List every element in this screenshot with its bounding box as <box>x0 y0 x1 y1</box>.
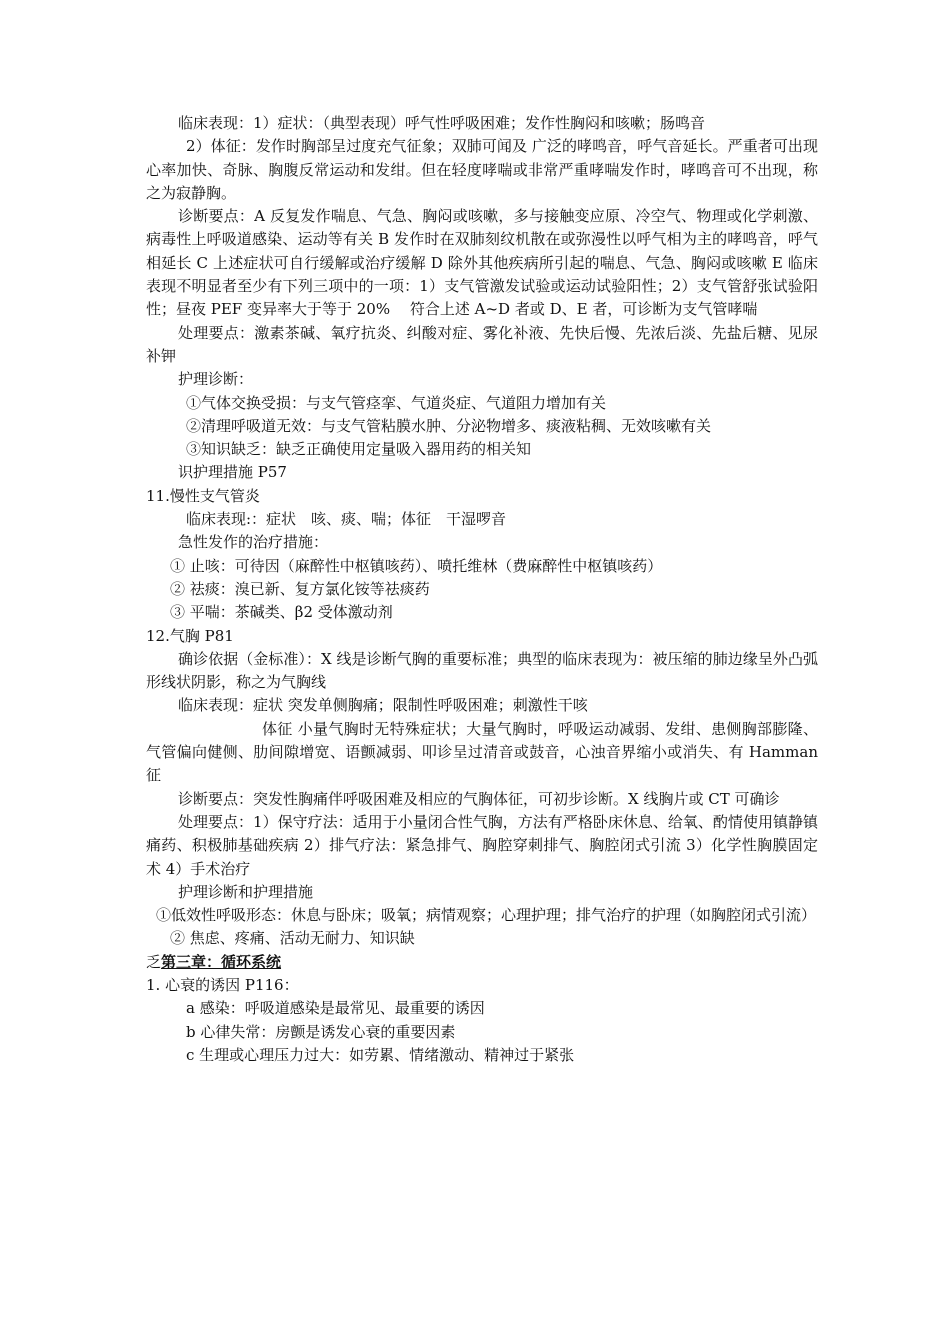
text-line: ③ 平喘：茶碱类、β2 受体激动剂 <box>170 603 393 622</box>
text-line: ② 祛痰：溴已新、复方氯化铵等祛痰药 <box>170 579 430 598</box>
text-line: 确诊依据（金标准）：X 线是诊断气胸的重要标准；典型的临床表现为：被压缩的肺边缘呈外凸弧形线状阴影，称之为气胸线 <box>146 649 818 692</box>
text-line: 护理诊断： <box>178 370 254 389</box>
text-line: ② 焦虑、疼痛、活动无耐力、知识缺 <box>170 929 415 948</box>
text-line: 12.气胸 P81 <box>146 626 234 645</box>
text-line: 临床表现：1）症状：（典型表现）呼气性呼吸困难；发作性胸闷和咳嗽；肠鸣音 <box>178 114 706 132</box>
text-line: a 感染：呼吸道感染是最常见、最重要的诱因 <box>186 999 485 1018</box>
text-line: 诊断要点：A 反复发作喘息、气急、胸闷或咳嗽，多与接触变应原、冷空气、物理或化学刺激、病毒性上呼吸道感染、运动等有关 B 发作时在双肺刻纹机散在或弥漫性以呼气相为主的哮鸣音，呼气相延长 C 上述症状可自行缓解或治疗缓解 D 除外其他疾病所引起的喘息、气急、胸闷或咳嗽 E 临床表现不明显者至少有下列三项中的一项：1）支气管激发试验或运动试验阳性；2）支气管舒张试验阳性；昼夜 PEF 变异率大于等于 20% 符合上述 A~D 者或 D、E 者，可诊断为支气管哮喘 <box>146 207 818 319</box>
text-line: 体征 小量气胸时无特殊症状；大量气胸时，呼吸运动减弱、发绀、患侧胸部膨隆、气管偏向健侧、肋间隙增宽、语颤减弱、叩诊呈过清音或鼓音，心浊音界缩小或消失、有 Hamman 征 <box>146 719 818 785</box>
text-line: 处理要点：1）保守疗法：适用于小量闭合性气胸，方法有严格卧床休息、给氧、酌情使用镇静镇痛药、积极肺基础疾病 2）排气疗法：紧急排气、胸腔穿刺排气、胸腔闭式引流 3）化学性胸膜固定术 4）手术治疗 <box>146 812 818 878</box>
section-circulatory <box>146 974 818 1067</box>
text-line: 识护理措施 P57 <box>178 463 287 482</box>
text-line: ①气体交换受损：与支气管痉挛、气道炎症、气道阻力增加有关 <box>186 393 607 412</box>
text-line: 11.慢性支气管炎 <box>146 486 260 505</box>
text-line: 临床表现：症状 突发单侧胸痛；限制性呼吸困难；刺激性干咳 <box>178 696 588 715</box>
text-line: ②清理呼吸道无效：与支气管粘膜水肿、分泌物增多、痰液粘稠、无效咳嗽有关 <box>186 416 712 435</box>
document-page <box>146 112 818 1067</box>
section-respiratory <box>146 112 818 951</box>
text-line: 2）体征：发作时胸部呈过度充气征象；双肺可闻及 广泛的哮鸣音，呼气音延长。严重者可出现心率加快、奇脉、胸腹反常运动和发绀。但在轻度哮喘或非常严重哮喘发作时，哮鸣音可不出现，称之为寂静胸。 <box>146 137 818 202</box>
text-line: 1. 心衰的诱因 P116： <box>146 975 299 994</box>
chapter-heading-line <box>146 951 818 974</box>
text-line: ① 止咳：可待因（麻醉性中枢镇咳药）、喷托维林（费麻醉性中枢镇咳药） <box>170 556 663 575</box>
text-line: ③知识缺乏：缺乏正确使用定量吸入器用药的相关知 <box>186 440 532 459</box>
text-line: 临床表现:：症状 咳、痰、喘；体征 干湿啰音 <box>186 510 507 529</box>
chapter-title: 第三章：循环系统 <box>161 952 282 971</box>
text-line: 急性发作的治疗措施： <box>178 533 329 552</box>
text-line: ①低效性呼吸形态：休息与卧床；吸氧；病情观察；心理护理；排气治疗的护理（如胸腔闭式引流） <box>156 906 817 925</box>
text-line: c 生理或心理压力过大：如劳累、情绪激动、精神过于紧张 <box>186 1045 575 1064</box>
text-line: 护理诊断和护理措施 <box>178 882 314 901</box>
chapter-prefix: 乏 <box>146 952 162 971</box>
text-line: 诊断要点：突发性胸痛伴呼吸困难及相应的气胸体征，可初步诊断。X 线胸片或 CT 可确诊 <box>178 789 780 808</box>
text-line: b 心律失常：房颤是诱发心衰的重要因素 <box>186 1022 456 1041</box>
text-line: 处理要点：激素茶碱、氧疗抗炎、纠酸对症、雾化补液、先快后慢、先浓后淡、先盐后糖、见尿补钾 <box>146 323 818 365</box>
